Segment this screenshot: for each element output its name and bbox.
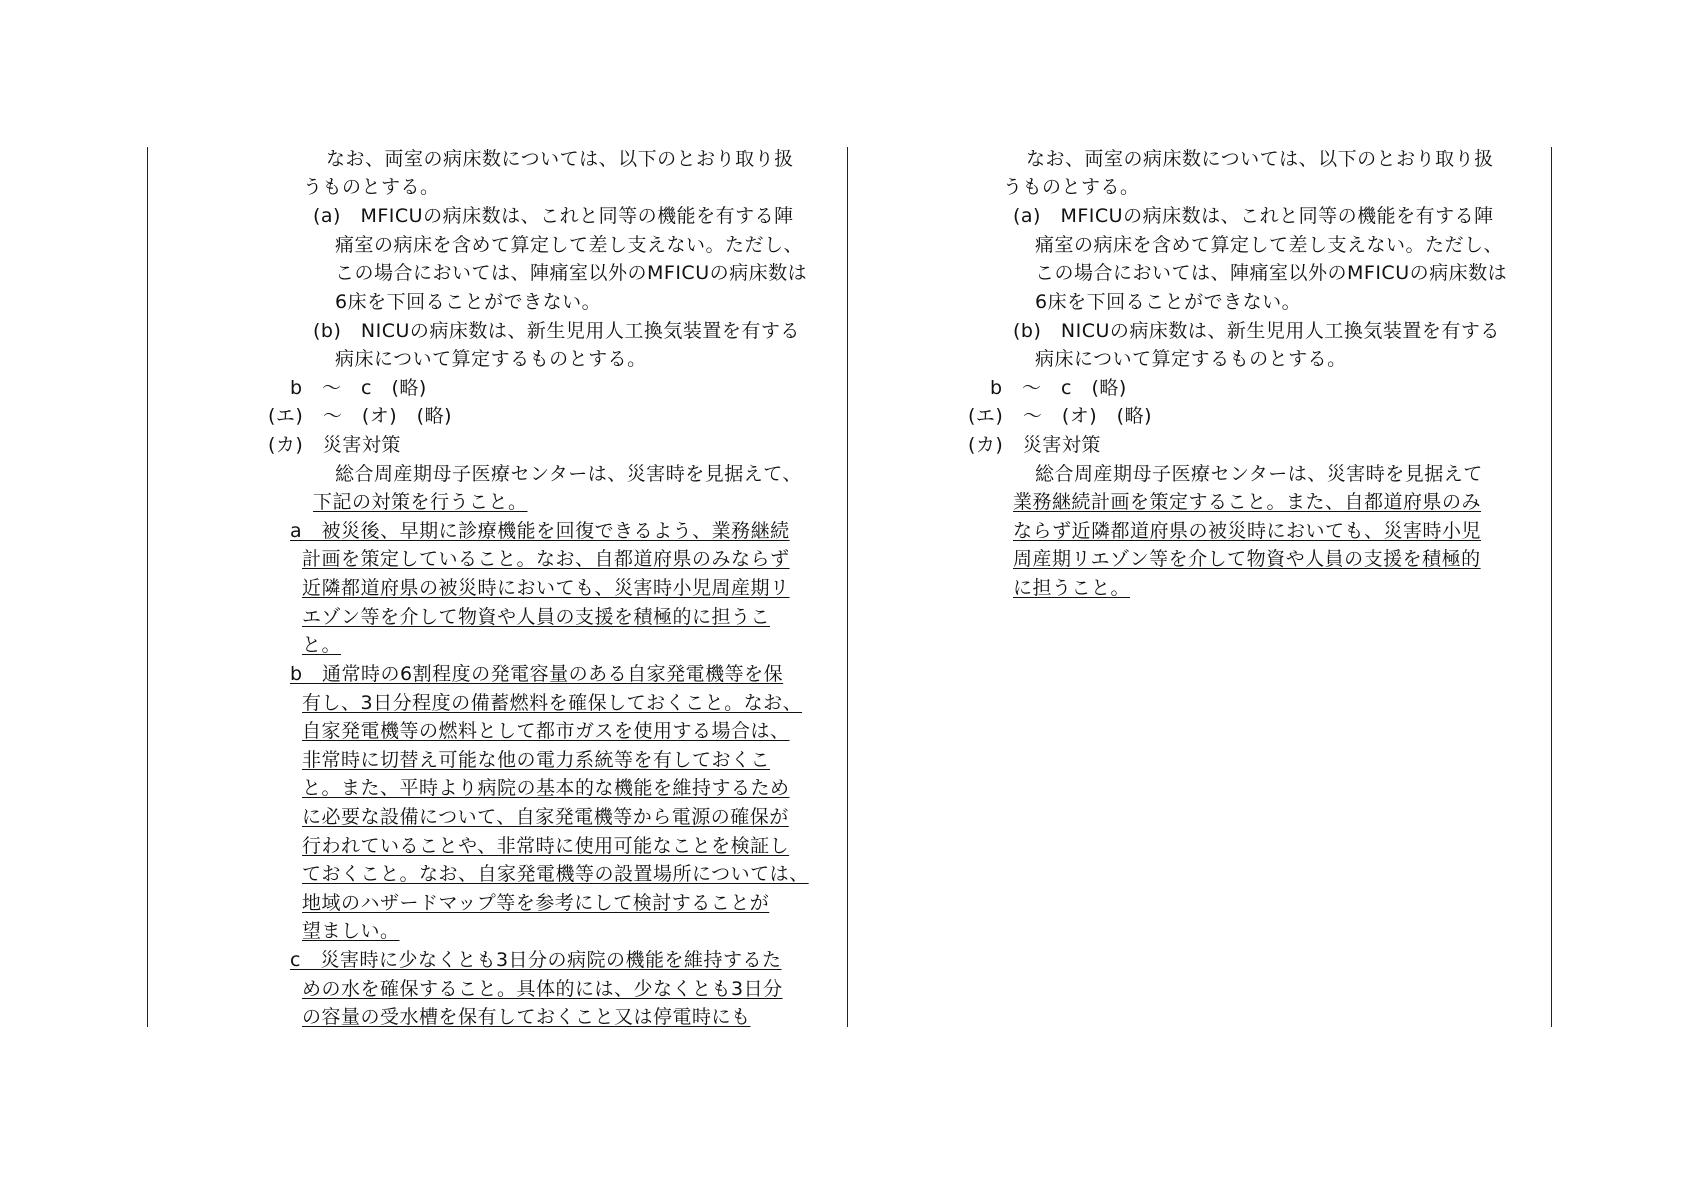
text-line: (b) NICUの病床数は、新生児用人工換気装置を有する — [1013, 320, 1500, 342]
text-line: この場合においては、陣痛室以外のMFICUの病床数は — [335, 262, 808, 284]
text-line-underlined: エゾン等を介して物資や人員の支援を積極的に担うこ — [302, 606, 771, 628]
text-line-underlined: の容量の受水槽を保有しておくこと又は停電時にも — [302, 1006, 751, 1028]
text-line: 総合周産期母子医療センターは、災害時を見据えて、 — [335, 463, 802, 485]
column-border-left — [147, 147, 148, 1027]
text-line: 痛室の病床を含めて算定して差し支えない。ただし、 — [335, 234, 804, 256]
text-line: 痛室の病床を含めて算定して差し支えない。ただし、 — [1035, 234, 1504, 256]
column-border-middle — [847, 147, 848, 1027]
text-line: 6床を下回ることができない。 — [335, 291, 602, 313]
text-line: (カ) 災害対策 — [968, 434, 1101, 456]
text-line-underlined: b 通常時の6割程度の発電容量のある自家発電機等を保 — [290, 663, 784, 685]
text-line-underlined: 地域のハザードマップ等を参考にして検討することが — [302, 892, 770, 914]
text-line-underlined: 有し、3日分程度の備蓄燃料を確保しておくこと。なお、 — [302, 692, 803, 714]
text-line: (a) MFICUの病床数は、これと同等の機能を有する陣 — [1013, 205, 1494, 227]
text-line-underlined: 非常時に切替え可能な他の電力系統等を有しておくこ — [302, 749, 771, 771]
text-line: 総合周産期母子医療センターは、災害時を見据えて — [1035, 463, 1483, 485]
text-line: (b) NICUの病床数は、新生児用人工換気装置を有する — [313, 320, 800, 342]
text-line-underlined: 行われていることや、非常時に使用可能なことを検証し — [302, 835, 790, 857]
text-line-underlined: 下記の対策を行うこと。 — [313, 491, 528, 513]
column-border-right — [1551, 147, 1552, 1027]
text-line-underlined: a 被災後、早期に診療機能を回復できるよう、業務継続 — [290, 520, 790, 542]
text-line-underlined: に担うこと。 — [1013, 577, 1131, 599]
text-line-underlined: 自家発電機等の燃料として都市ガスを使用する場合は、 — [302, 720, 790, 742]
text-line: b ～ c (略) — [290, 377, 427, 399]
text-line-underlined: ておくこと。なお、自家発電機等の設置場所については、 — [302, 863, 809, 885]
text-line: なお、両室の病床数については、以下のとおり取り扱 — [1026, 148, 1494, 170]
text-line-underlined: に必要な設備について、自家発電機等から電源の確保が — [302, 806, 789, 828]
text-line: この場合においては、陣痛室以外のMFICUの病床数は — [1035, 262, 1508, 284]
text-line-underlined: 周産期リエゾン等を介して物資や人員の支援を積極的 — [1013, 548, 1481, 570]
text-line: うものとする。 — [1003, 176, 1140, 198]
text-line: b ～ c (略) — [990, 377, 1127, 399]
text-line: (エ) ～ (オ) (略) — [968, 405, 1152, 427]
text-line-underlined: c 災害時に少なくとも3日分の病院の機能を維持するた — [290, 949, 782, 971]
text-line-underlined: 業務継続計画を策定すること。また、自都道府県のみ — [1013, 491, 1482, 513]
text-line-underlined: 望ましい。 — [302, 920, 400, 942]
text-line: なお、両室の病床数については、以下のとおり取り扱 — [326, 148, 794, 170]
text-line-underlined: 近隣都道府県の被災時においても、災害時小児周産期リ — [302, 577, 790, 599]
text-line-underlined: と。 — [302, 634, 342, 656]
text-line: (カ) 災害対策 — [268, 434, 401, 456]
text-line: (エ) ～ (オ) (略) — [268, 405, 452, 427]
text-line: 6床を下回ることができない。 — [1035, 291, 1302, 313]
text-line-underlined: と。また、平時より病院の基本的な機能を維持するため — [302, 777, 790, 799]
text-line-underlined: ならず近隣都道府県の被災時においても、災害時小児 — [1013, 520, 1482, 542]
text-line: うものとする。 — [303, 176, 440, 198]
text-line-underlined: 計画を策定していること。なお、自都道府県のみならず — [302, 548, 790, 570]
text-line: (a) MFICUの病床数は、これと同等の機能を有する陣 — [313, 205, 794, 227]
text-line: 病床について算定するものとする。 — [1035, 348, 1347, 370]
text-line: 病床について算定するものとする。 — [335, 348, 647, 370]
text-line-underlined: めの水を確保すること。具体的には、少なくとも3日分 — [302, 978, 783, 1000]
